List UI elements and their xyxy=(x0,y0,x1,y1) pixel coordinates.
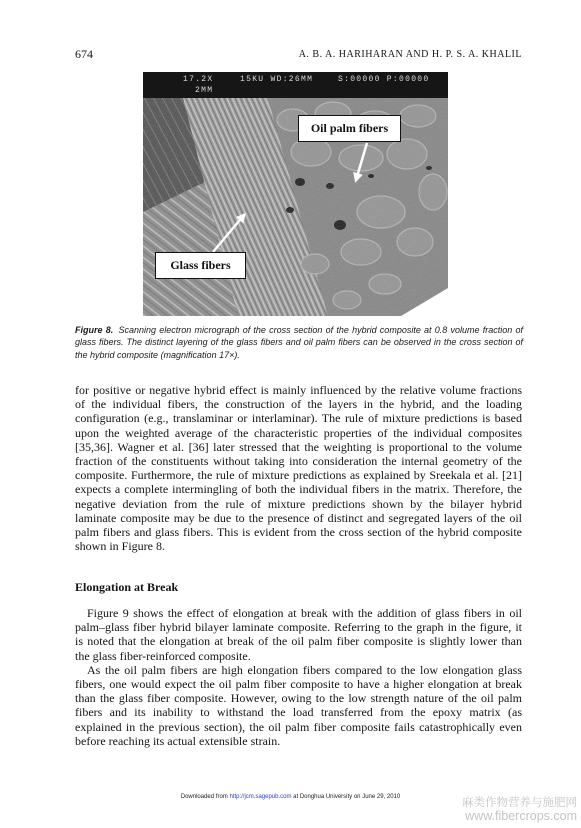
paragraph-1 xyxy=(75,383,522,553)
text-line: palm–glass fiber hybrid bilayer laminate composite. Referring to the graph in the figure, it xyxy=(75,620,522,635)
caption-line xyxy=(75,324,523,336)
text-line: negative deviation from the rule of mixture predictions shown by the bilayer hybrid xyxy=(75,496,522,511)
watermark-url: www.fibercrops.com xyxy=(465,809,577,823)
caption-text: Scanning electron micrograph of the cross section of the hybrid composite at 0.8 volume fraction of xyxy=(118,325,523,335)
caption-line: the hybrid composite (magnification 17×). xyxy=(75,349,240,360)
text-line: upon the weighted average of the characteristic properties of the individual composites xyxy=(75,425,522,440)
text-line: fibers, one would expect the oil palm fiber composite to have a higher elongation at break xyxy=(75,676,522,691)
sem-noise-texture xyxy=(143,72,448,316)
running-title: A. B. A. HARIHARAN AND H. P. S. A. KHALIL xyxy=(298,49,522,60)
text-line: fraction of the constituents without taking into consideration the internal geometry of the xyxy=(75,453,522,468)
oil-palm-fibers-label: Oil palm fibers xyxy=(298,115,401,142)
text-line: palm fibers and glass fibers. This is evident from the cross section of the hybrid composite xyxy=(75,524,522,539)
text-line: Figure 9 shows the effect of elongation at break with the addition of glass fibers in oil xyxy=(87,606,522,620)
caption-line: glass fibers. The distinct layering of the glass fibers and oil palm fibers can be observed in the cross section of xyxy=(75,337,523,348)
download-source-link[interactable]: http://jcm.sagepub.com xyxy=(229,794,292,800)
text-line: [35,36]. Wagner et al. [36] later stressed that the weighting is proportional to the volume xyxy=(75,439,522,454)
text-line: of the individual fibers, the construction of the layers in the hybrid, and the loading xyxy=(75,397,522,412)
page-number: 674 xyxy=(75,47,93,61)
text-line: As the oil palm fibers are high elongation fibers compared to the low elongation glass xyxy=(87,662,522,677)
site-watermark xyxy=(452,795,577,823)
text-line: shown in Figure 8. xyxy=(75,539,165,554)
text-line: laminate composite may be due to the presence of distinct and segregated layers of the oil xyxy=(75,510,522,525)
text-line: expects a complete intermingling of both the individual fibers in the matrix. Therefore, the xyxy=(75,482,522,497)
sem-magnification: 17.2X xyxy=(183,75,214,84)
text-line: explained in the previous section), the oil palm fiber composite fails catastrophically even xyxy=(75,719,522,734)
sem-sp-counter: S:00000 P:00000 xyxy=(338,75,430,84)
text-line: for positive or negative hybrid effect is mainly influenced by the relative volume fractions xyxy=(75,383,522,397)
sem-micrograph xyxy=(143,72,448,316)
sem-scale-label: 2MM xyxy=(195,86,214,95)
paragraph-2 xyxy=(75,606,522,663)
figure-caption xyxy=(75,324,523,361)
text-line: before reaching its actual extensible strain. xyxy=(75,733,281,748)
text-line: than the glass fiber composite. However, owing to the low strength nature of the oil palm xyxy=(75,691,522,706)
text-line: fibers and its inability to withstand the load transferred from the epoxy matrix (as xyxy=(75,705,522,720)
sem-micrograph-figure xyxy=(143,72,448,316)
section-heading: Elongation at Break xyxy=(75,580,179,594)
glass-fibers-label: Glass fibers xyxy=(155,252,246,279)
watermark-site-name: 麻类作物营养与施肥网 xyxy=(462,795,577,809)
caption-label: Figure 8. xyxy=(75,325,114,335)
footer-suffix: at Donghua University on June 29, 2010 xyxy=(291,794,401,800)
sem-voltage-working-distance: 15KU WD:26MM xyxy=(240,75,314,84)
footer-prefix: Downloaded from xyxy=(180,794,230,800)
text-line: is noted that the elongation at break of the oil palm fiber composite is slightly lower than xyxy=(75,634,522,649)
text-line: the glass fiber-reinforced composite. xyxy=(75,648,251,663)
paragraph-3 xyxy=(75,663,522,748)
text-line: composite. Furthermore, the rule of mixture predictions as explained by Sreekala et al. [21] xyxy=(75,468,522,483)
text-line: configuration (e.g., translaminar or interlaminar). The rule of mixture predictions is based xyxy=(75,411,522,426)
